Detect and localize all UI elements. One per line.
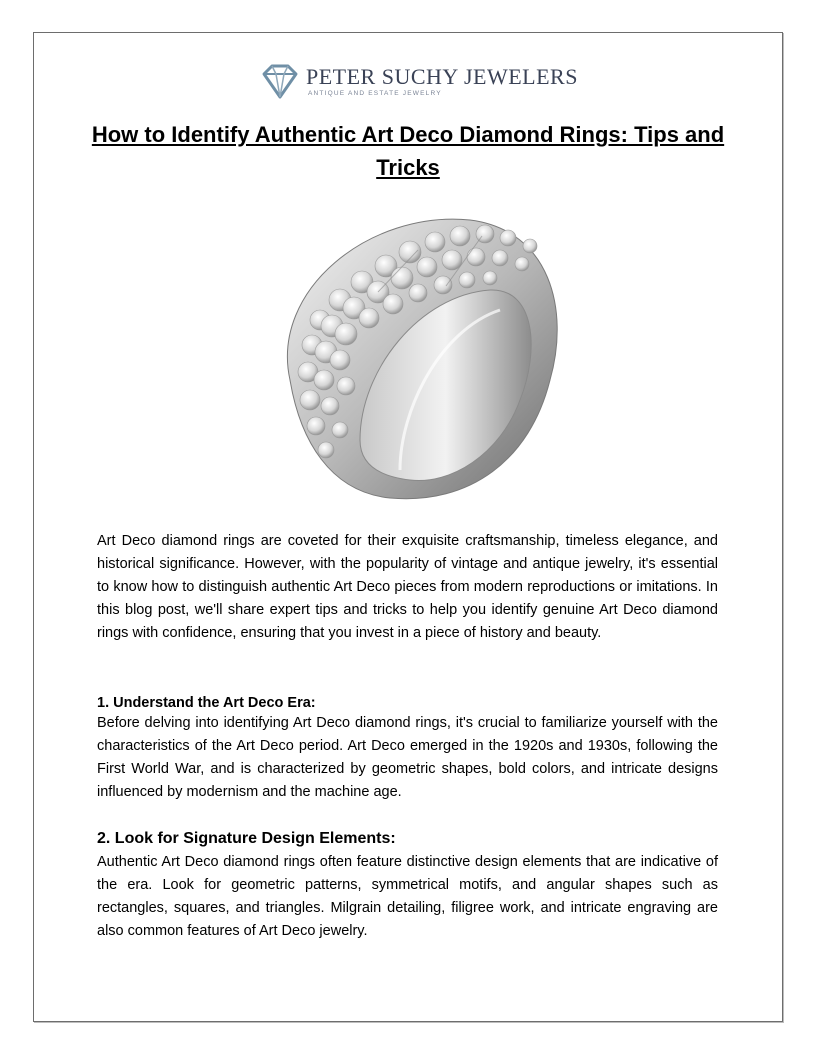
section-paragraph: Before delving into identifying Art Deco diamond rings, it's crucial to familiarize yourself with the characteristics of the Art Deco period. Art Deco emerged in the 1920s and 1930s, following the First World War, and is characterized by geometric shapes, bold colors, and intricate designs influenced by modernism and the machine age.	[97, 715, 718, 800]
section-heading: 1. Understand the Art Deco Era:	[97, 695, 316, 711]
article-title: How to Identify Authentic Art Deco Diamond Rings: Tips and Tricks	[91, 122, 725, 180]
section-heading: 2. Look for Signature Design Elements:	[97, 830, 396, 847]
section-paragraph: Authentic Art Deco diamond rings often feature distinctive design elements that are indicative of the era. Look for geometric patterns, symmetrical motifs, and angular shapes such as rectangles, squares, and triangles. Milgrain detailing, filigree work, and intricate engraving are also common features of Art Deco jewelry.	[97, 854, 718, 939]
diamond-icon	[260, 64, 300, 100]
logo-tagline: ANTIQUE AND ESTATE JEWELRY	[308, 90, 442, 97]
intro-paragraph: Art Deco diamond rings are coveted for their exquisite craftsmanship, timeless elegance, and historical significance. However, with the popularity of vintage and antique jewelry, it's essential to know how to distinguish authentic Art Deco pieces from modern reproductions or imitations. In this blog post, we'll share expert tips and tricks to help you identify genuine Art Deco diamond rings with confidence, ensuring that you invest in a piece of history and beauty.	[97, 533, 718, 641]
brand-logo[interactable]	[260, 62, 578, 104]
logo-company-name: PETER SUCHY JEWELERS	[306, 64, 578, 89]
diamond-ring-image	[250, 200, 570, 510]
